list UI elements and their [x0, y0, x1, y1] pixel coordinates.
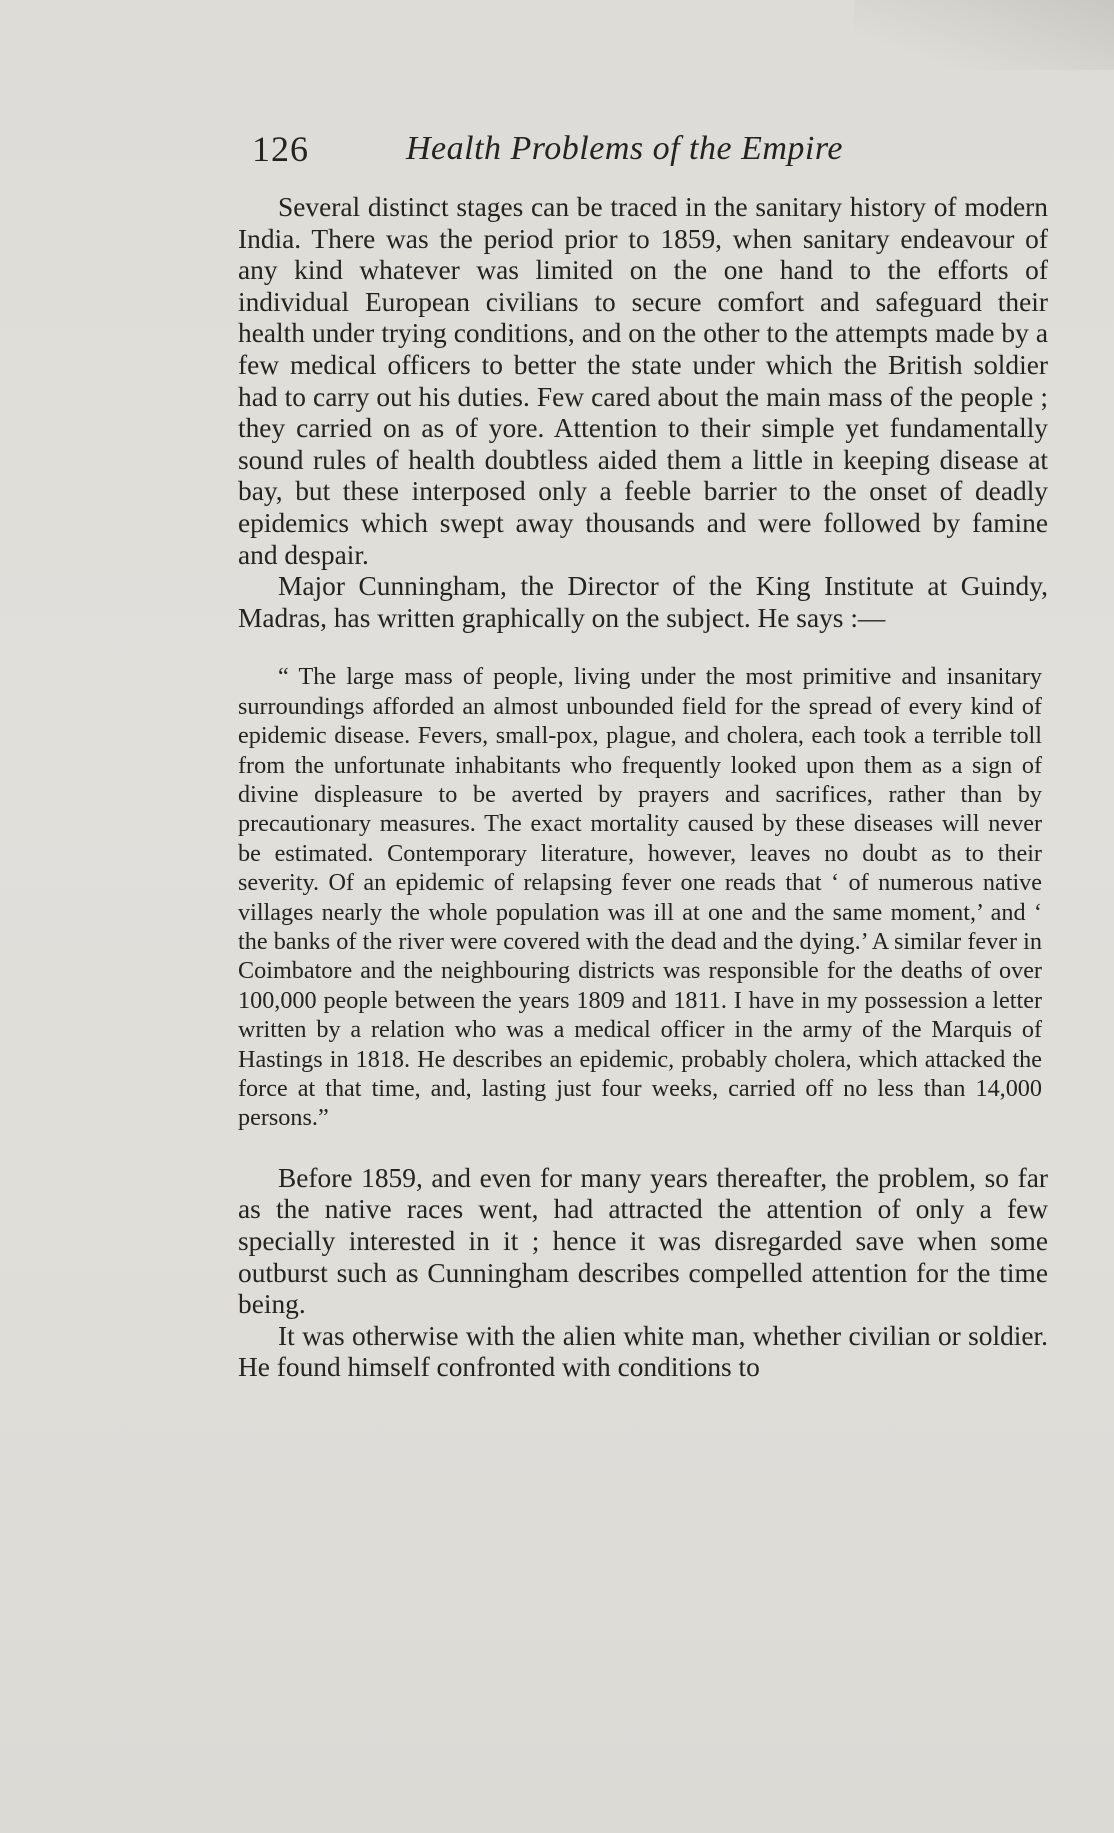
running-head: [238, 128, 1048, 178]
page-number: 126: [252, 129, 309, 169]
paragraph-before-1859: Before 1859, and even for many years thereafter, the problem, so far as the native races went, had attracted the attention of only a few specially interested in it ; hence it was disregarded save when some outburst such as Cunningham describes compelled attention for the time being.: [238, 1162, 1048, 1320]
paragraph-alien-white-man: It was otherwise with the alien white man, whether civilian or soldier. He found himself confronted with conditions to: [238, 1320, 1048, 1383]
page-corner-shadow: [854, 0, 1114, 70]
running-title: Health Problems of the Empire: [406, 130, 843, 167]
block-quote-cunningham: “ The large mass of people, living under the most primitive and insanitary surroundings afforded an almost unbounded field for the spread of every kind of epidemic disease. Fevers, small-pox, plague, and cholera, each took a terrible toll from the unfortunate inhabitants who frequently looked upon them as a sign of divine displeasure to be averted by prayers and sacrifices, rather than by precautionary measures. The exact mortality caused by these diseases will never be estimated. Contemporary literature, however, leaves no doubt as to their severity. Of an epidemic of relapsing fever one reads that ‘ of numerous native villages nearly the whole population was ill at one and the same moment,’ and ‘ the banks of the river were covered with the dead and the dying.’ A similar fever in Coimbatore and the neighbouring districts was responsible for the deaths of over 100,000 people between the years 1809 and 1811. I have in my possession a letter written by a relation who was a medical officer in the army of the Marquis of Hastings in 1818. He describes an epidemic, probably cholera, which attacked the force at that time, and, lasting just four weeks, carried off no less than 14,000 persons.”: [238, 663, 1042, 1132]
text-block: [238, 128, 1048, 1384]
paragraph-sanitary-history: Several distinct stages can be traced in the sanitary history of modern India. There was the period prior to 1859, when sanitary endeavour of any kind whatever was limited on the one hand to the efforts of individual European civilians to secure comfort and safeguard their health under trying conditions, and on the other to the attempts made by a few medical officers to better the state under which the British soldier had to carry out his duties. Few cared about the main mass of the people ; they carried on as of yore. Attention to their simple yet fundamentally sound rules of health doubtless aided them a little in keeping disease at bay, but these interposed only a feeble barrier to the onset of deadly epidemics which swept away thousands and were followed by famine and despair.: [238, 192, 1048, 570]
paragraph-cunningham-intro: Major Cunningham, the Director of the King Institute at Guindy, Madras, has written graphically on the subject. He says :—: [238, 571, 1048, 633]
